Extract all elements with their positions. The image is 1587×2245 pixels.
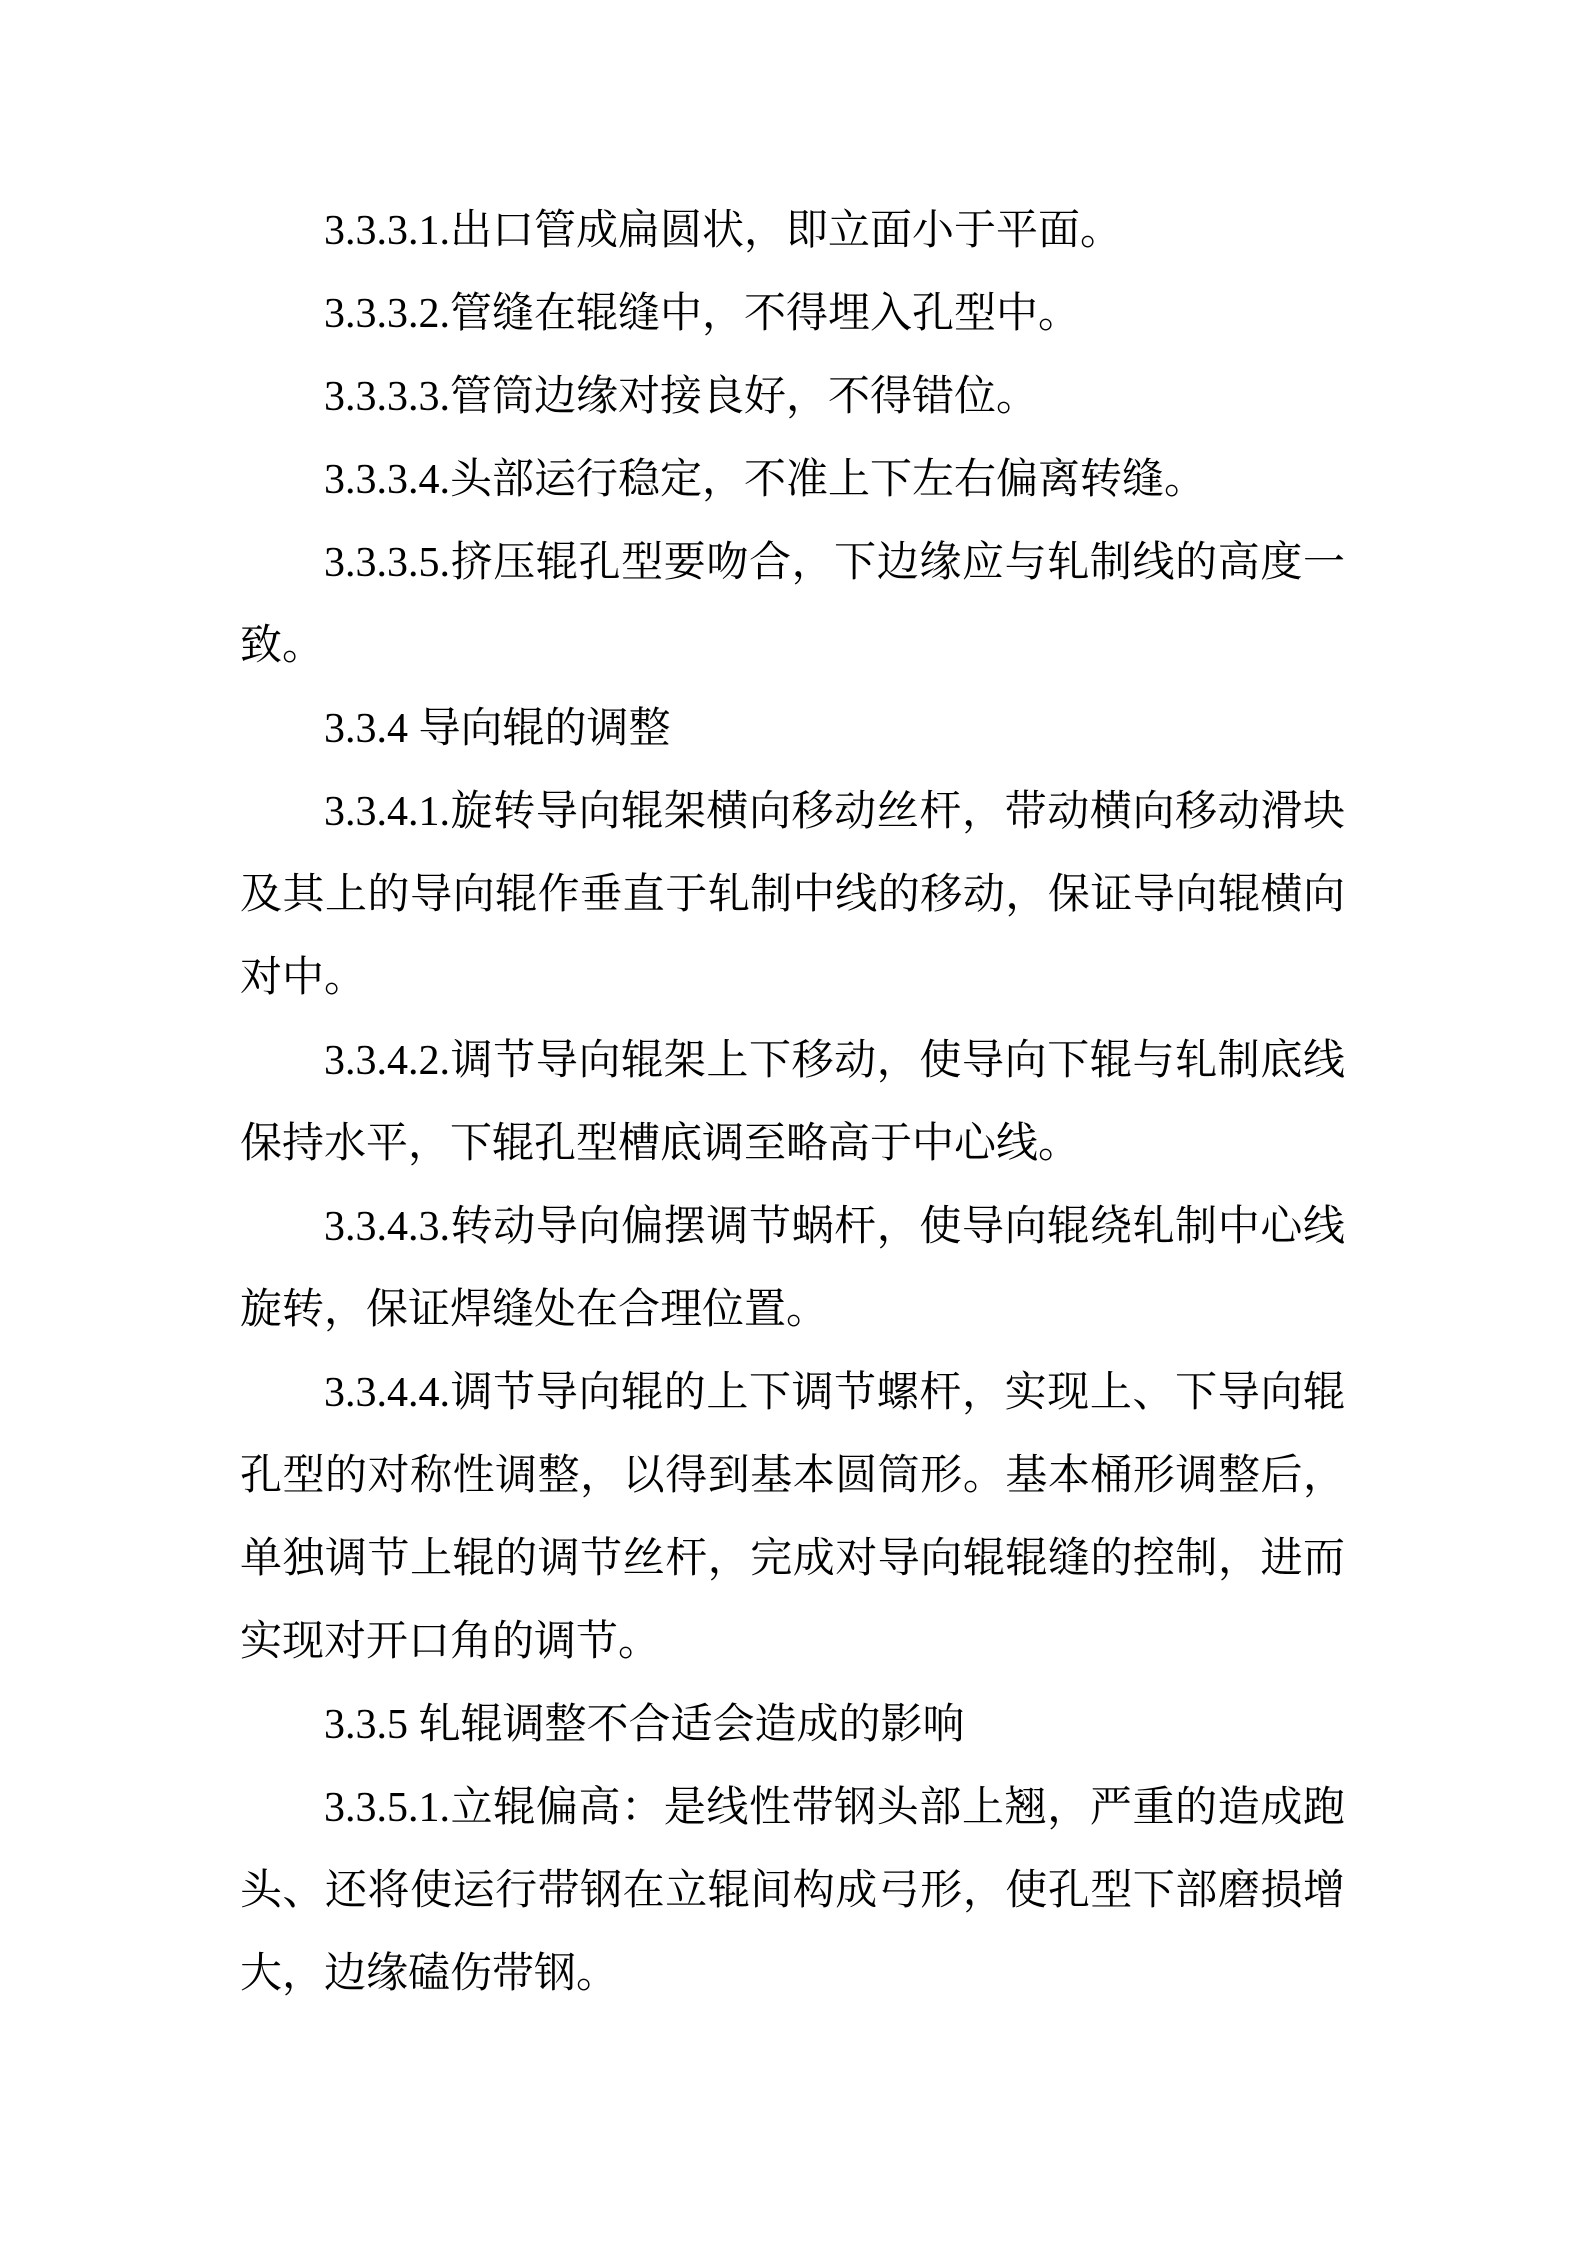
paragraph [240,356,1345,439]
clause-number: 3.3.3.2. [324,291,450,337]
clause-number: 3.3.5 [324,1702,419,1748]
clause-text: 轧辊调整不合适会造成的影响 [418,1702,965,1748]
paragraph [240,1767,1345,2016]
paragraph [240,439,1345,522]
clause-number: 3.3.3.5. [324,540,450,586]
clause-text: 头部运行稳定，不准上下左右偏离转缝。 [450,457,1207,503]
clause-text: 立辊偏高：是线性带钢头部上翘，严重的造成跑头、还将使运行带钢在立辊间构成弓形，使孔型下部磨损增大，边缘磕伤带钢。 [240,1785,1345,1997]
clause-number: 3.3.4.3. [324,1204,450,1250]
clause-number: 3.3.4 [324,706,419,752]
paragraph [240,522,1345,688]
document-body [240,190,1345,2016]
clause-number: 3.3.4.1. [324,789,450,835]
paragraph [240,1186,1345,1352]
paragraph [240,1352,1345,1684]
paragraph [240,688,1345,771]
clause-number: 3.3.4.2. [324,1038,450,1084]
paragraph [240,1684,1345,1767]
clause-number: 3.3.5.1. [324,1785,450,1831]
clause-text: 管筒边缘对接良好，不得错位。 [450,374,1039,420]
clause-number: 3.3.3.1. [324,208,450,254]
clause-text: 调节导向辊架上下移动，使导向下辊与轧制底线保持水平，下辊孔型槽底调至略高于中心线。 [240,1038,1345,1167]
clause-text: 出口管成扁圆状，即立面小于平面。 [450,208,1123,254]
paragraph [240,190,1345,273]
clause-text: 导向辊的调整 [418,706,671,752]
paragraph [240,1020,1345,1186]
clause-number: 3.3.3.4. [324,457,450,503]
clause-text: 转动导向偏摆调节蜗杆，使导向辊绕轧制中心线旋转，保证焊缝处在合理位置。 [240,1204,1345,1333]
clause-number: 3.3.3.3. [324,374,450,420]
paragraph [240,771,1345,1020]
clause-text: 调节导向辊的上下调节螺杆，实现上、下导向辊孔型的对称性调整，以得到基本圆筒形。基本桶形调整后，单独调节上辊的调节丝杆，完成对导向辊辊缝的控制，进而实现对开口角的调节。 [240,1370,1345,1665]
paragraph [240,273,1345,356]
clause-number: 3.3.4.4. [324,1370,450,1416]
clause-text: 旋转导向辊架横向移动丝杆，带动横向移动滑块及其上的导向辊作垂直于轧制中线的移动，保证导向辊横向对中。 [240,789,1345,1001]
clause-text: 挤压辊孔型要吻合，下边缘应与轧制线的高度一致。 [240,540,1345,669]
clause-text: 管缝在辊缝中，不得埋入孔型中。 [450,291,1081,337]
